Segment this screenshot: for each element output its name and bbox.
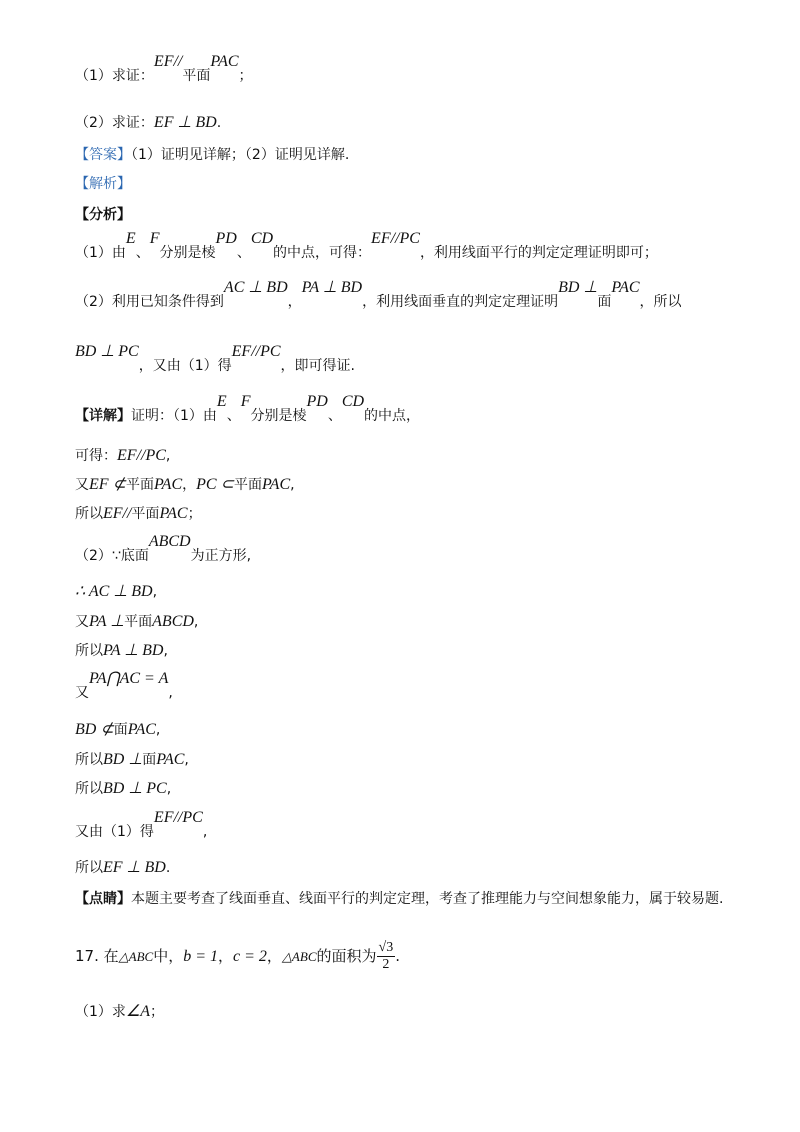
detail-line-9: 又PA⋂AC = A, (75, 670, 173, 701)
analysis-line-2: （2）利用已知条件得到AC ⊥ BD，PA ⊥ BD，利用线面垂直的判定定理证明BD ⊥面PAC，所以 (75, 279, 682, 310)
detail-line-14: 所以EF ⊥ BD. (75, 859, 171, 876)
detail-line-1: 【详解】证明：（1）由E、F分别是棱PD、CD的中点， (75, 393, 421, 424)
answer-line: 【答案】（1）证明见详解；（2）证明见详解. (75, 147, 350, 163)
detail-line-12: 所以BD ⊥ PC, (75, 780, 172, 797)
detail-line-4: 所以EF//平面PAC； (75, 505, 202, 522)
detail-line-8: 所以PA ⊥ BD, (75, 642, 168, 659)
question-part-2: （2）求证：EF ⊥ BD. (75, 114, 222, 131)
question-17: 17. 在△ABC中，b = 1，c = 2，△ABC的面积为 $\frac{√3}{2}$ . (75, 940, 400, 972)
analysis-tag: 【解析】 (75, 176, 131, 192)
detail-line-7: 又PA ⊥平面ABCD, (75, 613, 199, 630)
question-part-1: （1）求证：EF//平面PAC； (75, 53, 253, 84)
analysis-line-1: （1）由E、F分别是棱PD、CD的中点，可得：EF//PC，利用线面平行的判定定理证明即可； (75, 230, 658, 261)
detail-line-10: BD ⊄面PAC, (75, 721, 161, 738)
question-17-part-1: （1）求∠A； (75, 1003, 165, 1020)
detail-line-2: 可得：EF//PC, (75, 447, 171, 464)
detail-line-3: 又EF ⊄平面PAC，PC ⊂平面PAC, (75, 476, 295, 493)
detail-line-5: （2）∵底面ABCD为正方形, (75, 533, 252, 564)
detail-line-6: ∴ AC ⊥ BD, (75, 583, 158, 600)
detail-line-11: 所以BD ⊥面PAC, (75, 751, 189, 768)
fenxi-heading: 【分析】 (75, 207, 131, 223)
detail-line-13: 又由（1）得EF//PC, (75, 809, 208, 840)
analysis-line-3: BD ⊥ PC，又由（1）得EF//PC，即可得证. (75, 343, 355, 374)
sqrt3-over-2: $\frac{√3}{2}$ (378, 940, 394, 972)
dianjing-line: 【点睛】本题主要考查了线面垂直、线面平行的判定定理，考查了推理能力与空间想象能力，属于较易题. (75, 891, 724, 907)
